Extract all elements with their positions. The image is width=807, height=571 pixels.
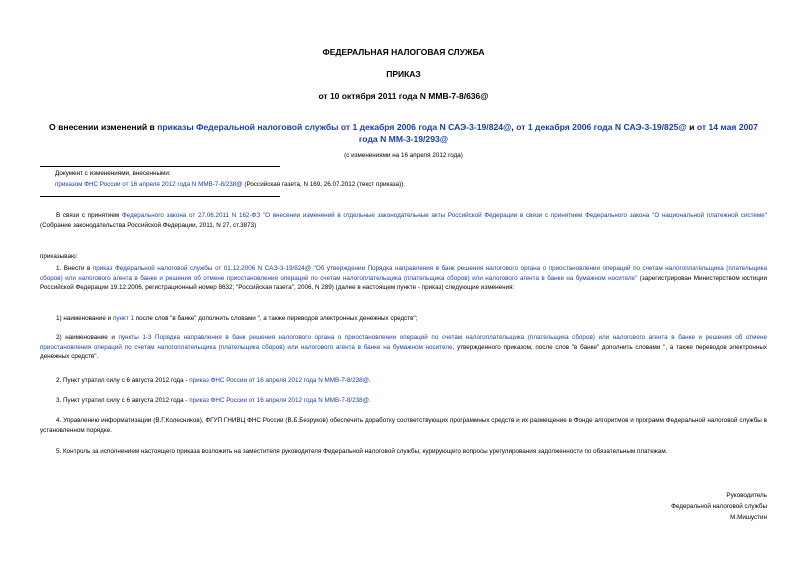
subject-link-1[interactable]: приказы Федеральной налоговой службы от 1 декабря 2006 года N САЭ-3-19/824@ <box>157 122 512 132</box>
amended-note: (с изменениями на 16 апреля 2012 года) <box>344 152 463 159</box>
changes-box-label: Документ с изменениями, внесенными: <box>55 170 171 177</box>
item-1-paragraph <box>40 264 767 293</box>
sub-item-2-paragraph <box>40 333 767 362</box>
doc-type-title: ПРИКАЗ <box>386 69 421 79</box>
sub-item-1-text-1: 1) наименование и <box>56 315 113 322</box>
item-1-text-1: 1. Внести в <box>56 265 93 272</box>
signature-block <box>671 490 767 523</box>
item-3-text-1: 3. Пункт утратил силу с 6 августа 2012 года - <box>56 397 190 404</box>
sub-item-1-link[interactable]: пункт 1 <box>112 315 134 322</box>
preamble-law-link[interactable]: Федерального закона от 27.06.2011 N 162-ФЗ "О внесении изменений в отдельные законодательные акты Российской Федерации в связи с принятием Федерального закона "О национальной платежной системе" <box>121 212 767 219</box>
item-3-paragraph <box>40 396 767 406</box>
item-4-paragraph: 4. Управлению информатизации (В.Г.Колесников), ФГУП ГНИВЦ ФНС России (В.Б.Безруков) обеспечить доработку соответствующих программных средств и их размещение в Фонде алгоритмов и программ Федеральной налоговой службы в установленном порядке. <box>40 417 767 434</box>
item-5-paragraph: 5. Контроль за исполнением настоящего приказа возложить на заместителя руководителя Федеральной налоговой службы, курирующего вопросы урегулирования задолженности по обязательным платежам. <box>56 448 668 455</box>
changes-box-link[interactable]: приказом ФНС России от 16 апреля 2012 года N ММВ-7-8/238@ <box>55 181 243 188</box>
item-1-text-2: (зарегистрирован Министерством юстиции Российской Федерации 19.12.2006, регистрационный номер 8632; "Российская газета", 2006, N 289) (далее в настоящем пункте - приказ) следующие изменения: <box>40 274 768 291</box>
signature-agency: Федеральной налоговой службы <box>671 503 767 510</box>
subject-link-3[interactable]: от 14 мая 2007 года N ММ-3-19/293@ <box>358 122 758 144</box>
item-2-paragraph <box>40 376 767 386</box>
preamble-text-1: В связи с принятием <box>56 212 122 219</box>
subject-link-2[interactable]: от 1 декабря 2006 года N САЭ-3-19/825@ <box>516 122 687 132</box>
order-word: приказываю: <box>40 253 78 260</box>
order-subject <box>40 121 767 145</box>
changes-box-bottom-rule <box>40 196 280 197</box>
subject-sep-1: , <box>511 122 517 132</box>
sub-item-1-paragraph <box>40 314 767 324</box>
item-3-link[interactable]: приказ ФНС России от 16 апреля 2012 года N ММВ-7-8/238@ <box>189 397 370 404</box>
sub-item-1-text-2: после слов "в банке" дополнить словами ", а также переводов электронных денежных средств"; <box>133 315 418 322</box>
item-2-text-1: 2. Пункт утратил силу с 6 августа 2012 года - <box>56 377 190 384</box>
subject-prefix: О внесении изменений в <box>49 122 158 132</box>
item-1-order-link[interactable]: приказ Федеральной налоговой службы от 01.12.2006 N САЭ-3-19/824@ "Об утверждении Порядка направления в банк решения налогового органа о приостановлении операций по счетам налогоплательщика (плательщика сборов) или налогового агента в банке и решения об отмене приостановления операций по счетам налогоплательщика (плательщика сборов) или налогового агента в банке на бумажном носителе" <box>40 265 767 282</box>
changes-box-entry <box>55 179 405 190</box>
sub-item-2-link[interactable]: пункты 1-3 Порядка направления в банк решения налогового органа о приостановлении операций по счетам налогоплательщика (плательщика сборов) или налогового агента в банке и решения об отмене приостановления операций по счетам налогоплательщика (плательщика сборов) или налогового агента в банке на бумажном носителе <box>40 334 767 351</box>
agency-title: ФЕДЕРАЛЬНАЯ НАЛОГОВАЯ СЛУЖБА <box>322 47 485 57</box>
sub-item-2-text-1: 2) наименование и <box>56 334 119 341</box>
changes-box-top-rule <box>40 166 280 167</box>
preamble-text-2: (Собрание законодательства Российской Федерации, 2011, N 27, ст.3873) <box>40 221 257 229</box>
subject-sep-2: и <box>686 122 697 132</box>
item-3-text-2: . <box>369 397 371 404</box>
preamble-paragraph <box>40 211 767 230</box>
signature-title: Руководитель <box>726 492 767 499</box>
item-2-text-2: . <box>369 377 371 384</box>
date-number-title: от 10 октября 2011 года N ММВ-7-8/636@ <box>318 91 489 101</box>
item-2-link[interactable]: приказ ФНС России от 16 апреля 2012 года N ММВ-7-8/238@ <box>189 377 370 384</box>
sub-item-2-text-2: , утвержденного приказом, после слов "в банке" дополнить словами ", а также переводов электронных денежных средств". <box>40 343 767 360</box>
changes-box-rest: (Российская газета, N 169, 26.07.2012 (текст приказа)). <box>242 181 406 188</box>
signature-name: М.Мишустин <box>730 514 767 521</box>
